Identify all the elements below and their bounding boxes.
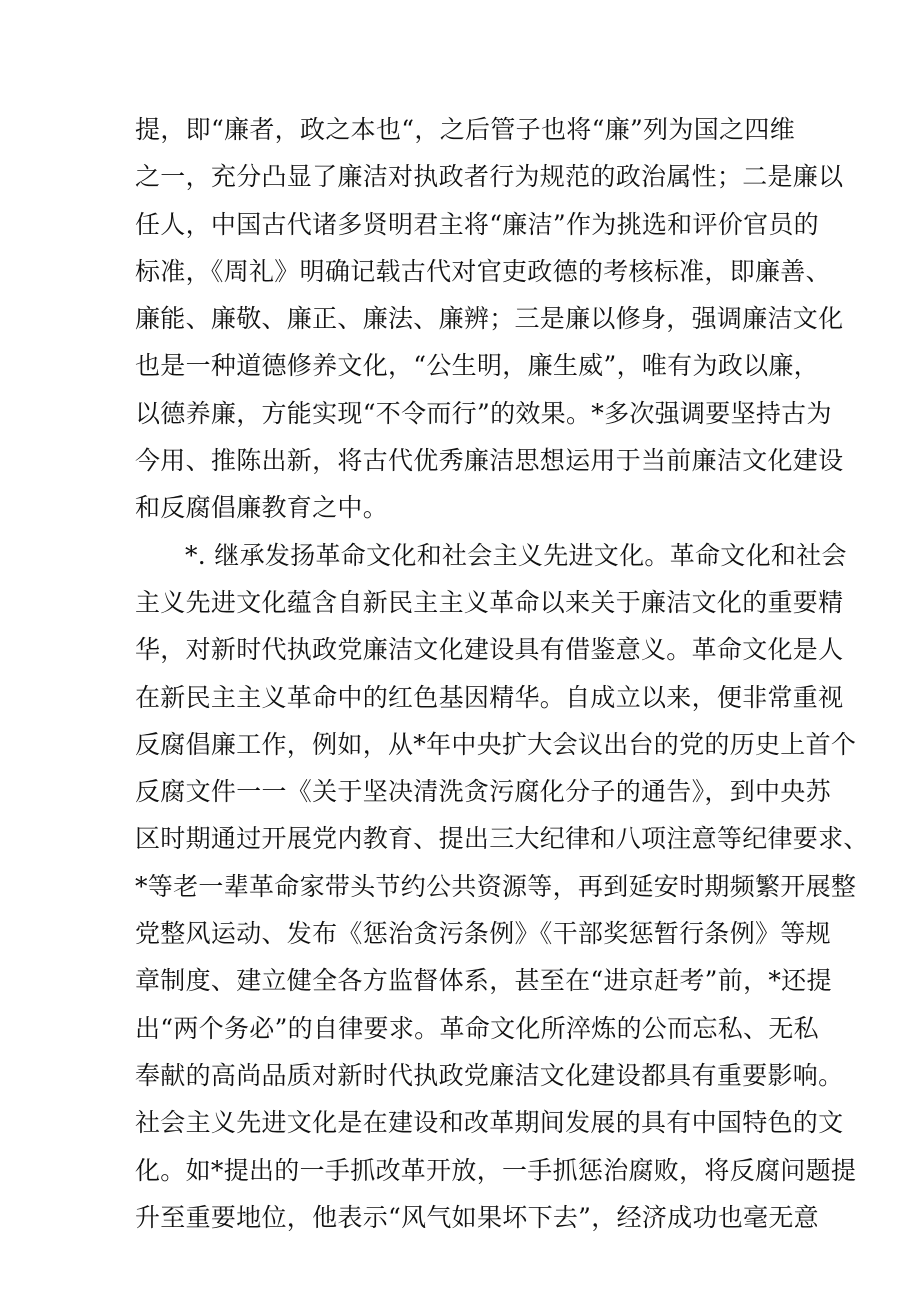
text-line: *等老一辈革命家带头节约公共资源等，再到延安时期频繁开展整: [135, 871, 857, 901]
text-line: 社会主义先进文化是在建设和改革期间发展的具有中国特色的文: [135, 1108, 844, 1138]
text-line: 今用、推陈出新，将古代优秀廉洁思想运用于当前廉洁文化建设: [135, 446, 844, 476]
text-line: 以德养廉，方能实现“不令而行”的效果。*多次强调要坚持古为: [135, 398, 832, 428]
text-line: 提，即“廉者，政之本也“，之后管子也将“廉”列为国之四维: [135, 115, 795, 144]
text-line: 升至重要地位，他表示“风气如果坏下去”，经济成功也毫无意: [135, 1202, 819, 1232]
text-line: 也是一种道德修养文化，“公生明，廉生威”，唯有为政以廉，: [135, 351, 819, 381]
text-line: 之一，充分凸显了廉洁对执政者行为规范的政治属性；二是廉以: [135, 162, 844, 192]
text-line: 廉能、廉敬、廉正、廉法、廉辨；三是廉以修身，强调廉洁文化: [135, 304, 844, 334]
text-line: 反腐倡廉工作，例如，从*年中央扩大会议出台的党的历史上首个: [135, 729, 857, 759]
text-line: 华，对新时代执政党廉洁文化建设具有借鉴意义。革命文化是人: [135, 635, 844, 665]
text-line: 化。如*提出的一手抓改革开放，一手抓惩治腐败，将反腐问题提: [135, 1155, 857, 1185]
text-line: 奉献的高尚品质对新时代执政党廉洁文化建设都具有重要影响。: [135, 1060, 844, 1090]
text-line: 标准，《周礼》明确记载古代对官吏政德的考核标准，即廉善、: [135, 256, 831, 286]
paragraph-ancient-integrity-culture: [135, 106, 844, 532]
text-line: 出“两个务必”的自律要求。革命文化所淬炼的公而忘私、无私: [135, 1013, 819, 1043]
text-line: 章制度、建立健全各方监督体系，甚至在“进京赶考”前，*还提: [135, 966, 832, 996]
section-heading-line: *. 继承发扬革命文化和社会主义先进文化。革命文化和社会: [185, 540, 847, 570]
text-line: 反腐文件一一《关于坚决清洗贪污腐化分子的通告》，到中央苏: [135, 777, 831, 807]
paragraph-revolutionary-culture: [135, 532, 869, 1241]
document-body: [135, 106, 869, 1241]
text-line: 党整风运动、发布《惩治贪污条例》《干部奖惩暂行条例》等规: [135, 919, 831, 949]
text-line: 区时期通过开展党内教育、提出三大纪律和八项注意等纪律要求、: [135, 824, 869, 854]
text-line: 主义先进文化蕴含自新民主主义革命以来关于廉洁文化的重要精: [135, 587, 844, 617]
text-line: 和反腐倡廉教育之中。: [135, 493, 389, 523]
text-line: 在新民主主义革命中的红色基因精华。自成立以来，便非常重视: [135, 682, 844, 712]
text-line: 任人，中国古代诸多贤明君主将“廉洁”作为挑选和评价官员的: [135, 209, 819, 239]
